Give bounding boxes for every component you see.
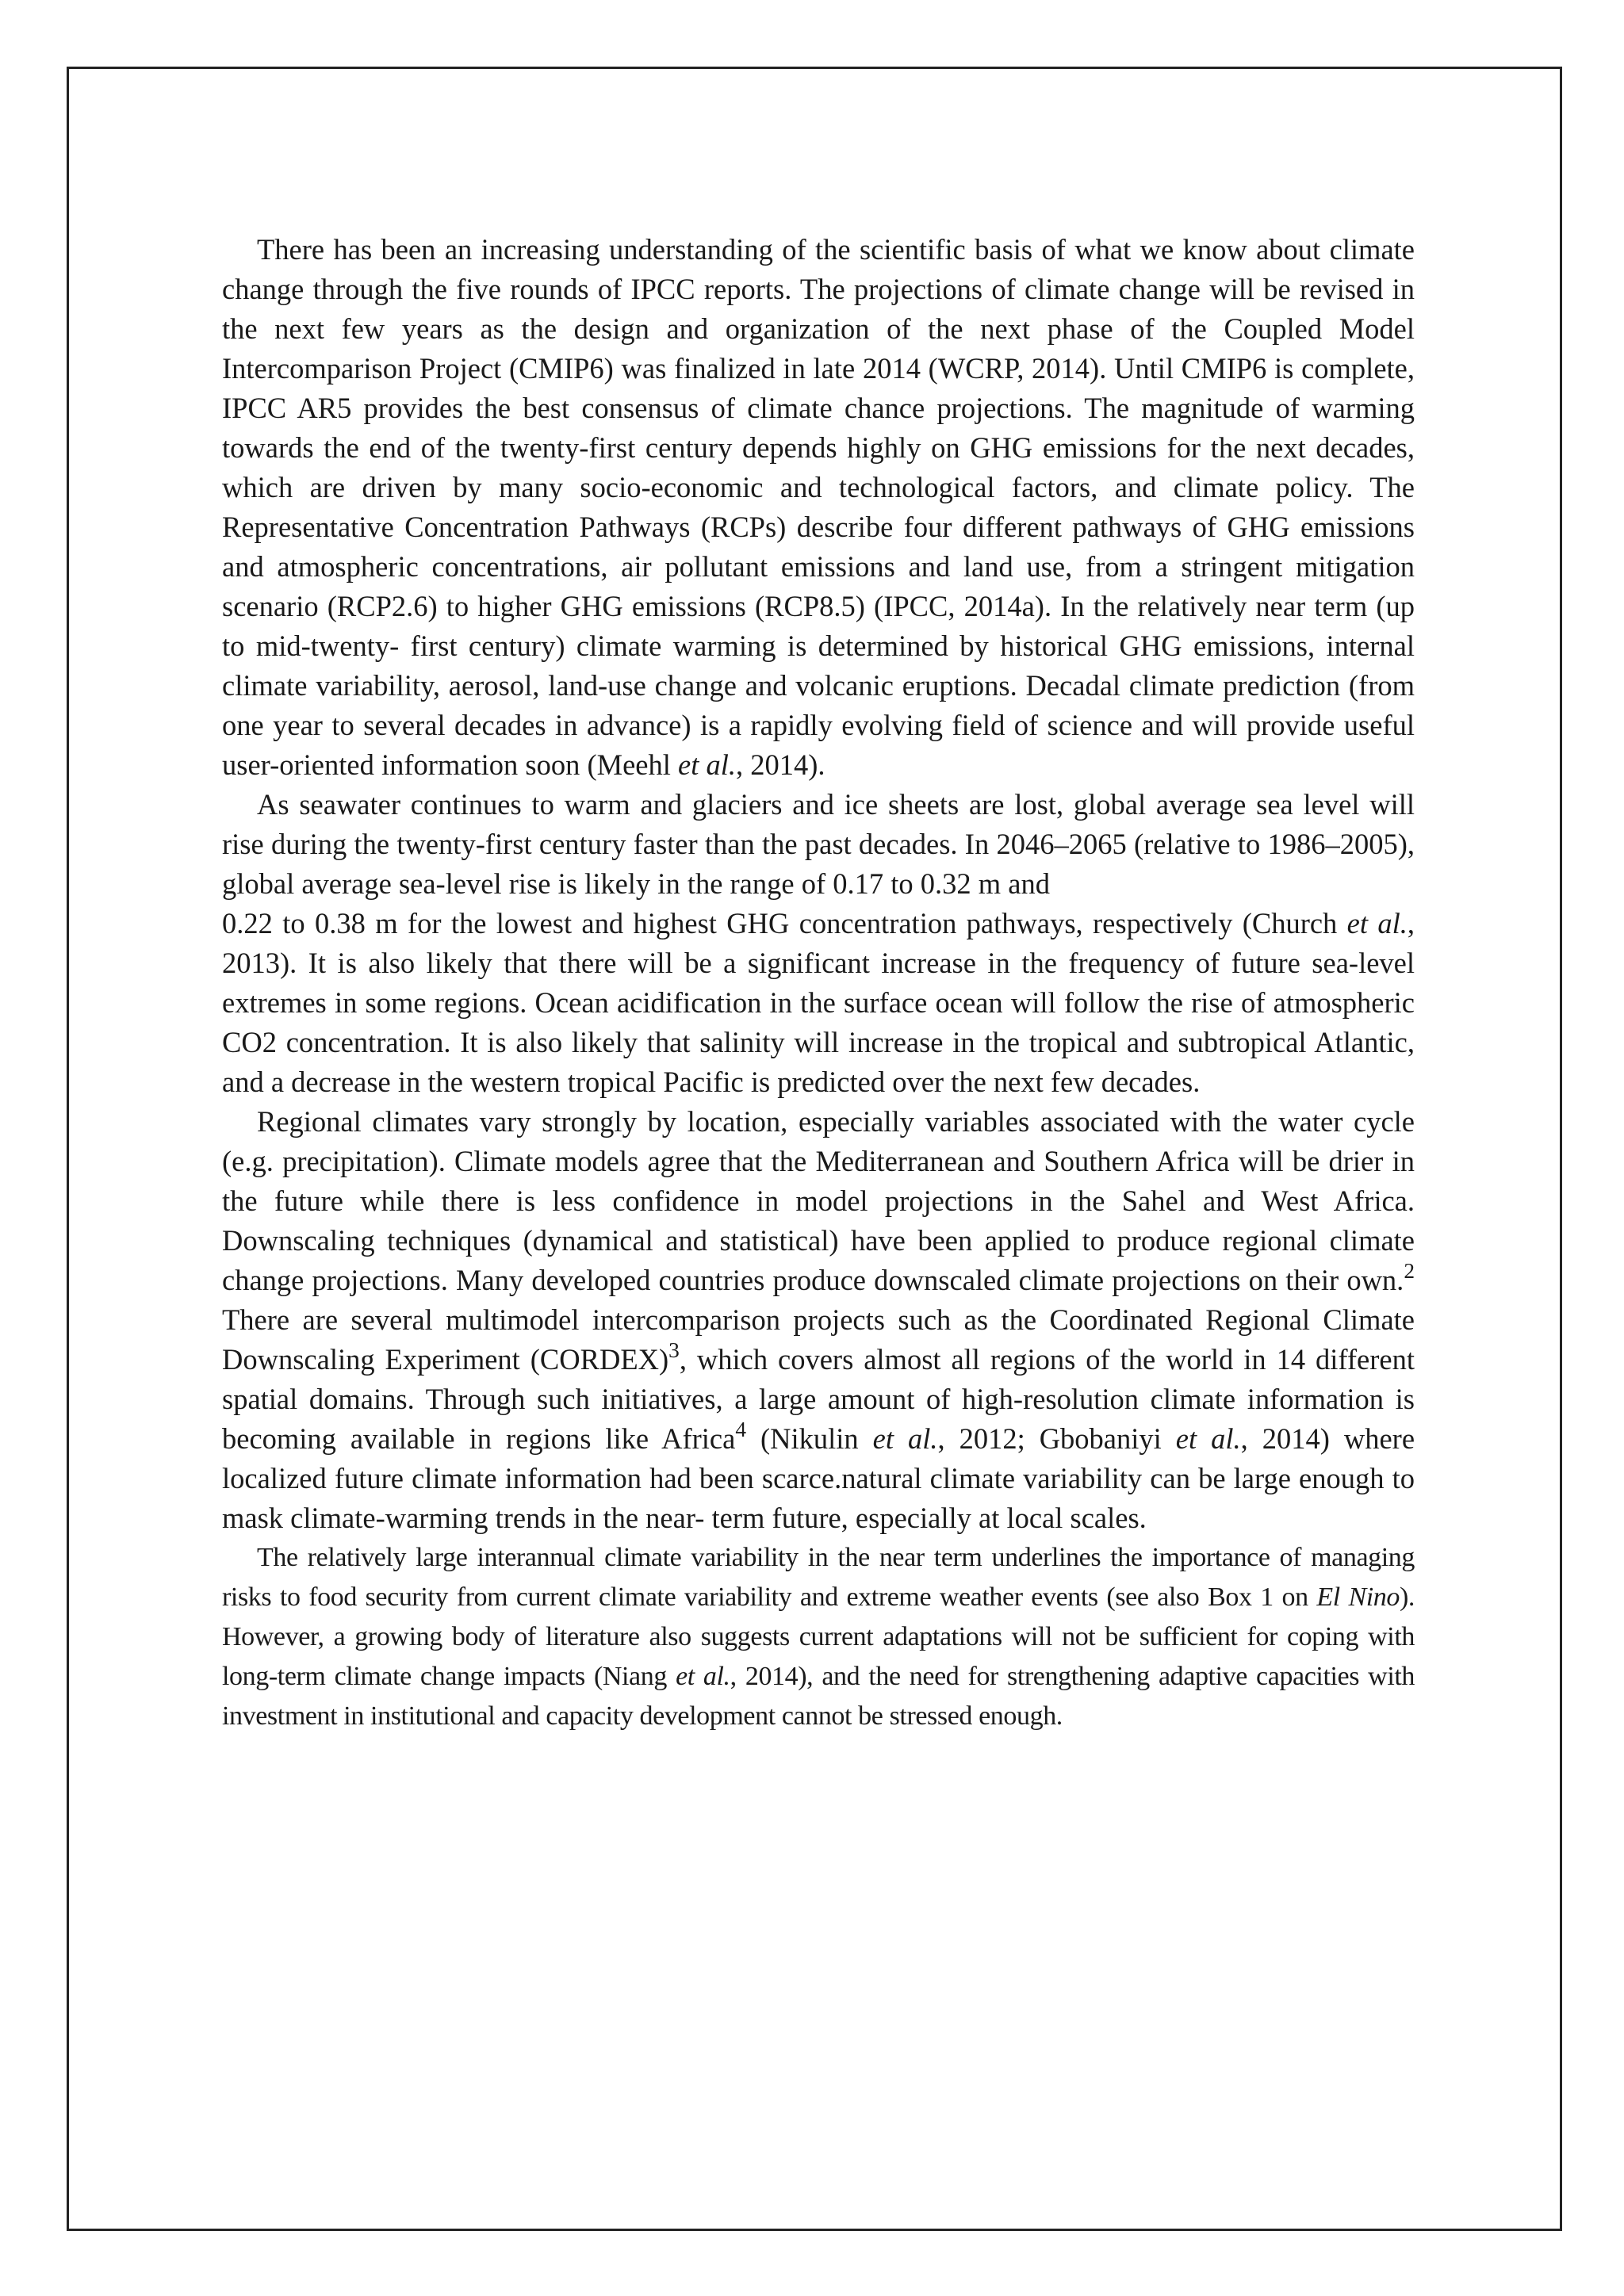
paragraph-cmip6 bbox=[222, 230, 1415, 785]
body-text bbox=[222, 230, 1415, 1736]
paragraph-regional-climates bbox=[222, 1102, 1415, 1538]
paragraph-text: 0.22 to 0.38 m for the lowest and highest GHG concentration pathways, respectively (Church bbox=[222, 907, 1347, 939]
paragraph-food-security bbox=[222, 1538, 1415, 1736]
emphasis-italic: El Nino bbox=[1316, 1582, 1400, 1612]
paragraph-text: ). However, a growing body of literature also suggests current adaptations will not be sufficient for coping with long-term climate change impacts (Niang bbox=[222, 1582, 1415, 1691]
paragraph-text: There are several multimodel intercomparison projects such as the Coordinated Regional Climate Downscaling Experiment (CORDEX) bbox=[222, 1303, 1415, 1376]
paragraph-continuation bbox=[222, 904, 1415, 1102]
paragraph-text: The relatively large interannual climate variability in the near term underlines the importance of managing risks to food security from current climate variability and extreme weather events (see also Box 1 on bbox=[222, 1543, 1415, 1612]
paragraph-text: , 2013). It is also likely that there will be a significant increase in the frequency of future sea-level extremes in some regions. Ocean acidification in the surface ocean will follow the rise of atmospheric CO2 concentration. It is also likely that salinity will increase in the tropical and subtropical Atlantic, and a decrease in the western tropical Pacific is predicted over the next few decades. bbox=[222, 907, 1415, 1098]
citation-italic: et al. bbox=[1346, 907, 1408, 939]
citation-italic: et al. bbox=[676, 1662, 730, 1691]
paragraph-text: There has been an increasing understanding of the scientific basis of what we know about climate change through the five rounds of IPCC reports. The projections of climate change will be revised in the next few years as the design and organization of the next phase of the Coupled Model Intercomparison Project (CMIP6) was finalized in late 2014 (WCRP, 2014). Until CMIP6 is complete, IPCC AR5 provides the best consensus of climate chance projections. The magnitude of warming towards the end of the twenty-first century depends highly on GHG emissions for the next decades, which are driven by many socio-economic and technological factors, and climate policy. The Representative Concentration Pathways (RCPs) describe four different pathways of GHG emissions and atmospheric concentrations, air pollutant emissions and land use, from a stringent mitigation scenario (RCP2.6) to higher GHG emissions (RCP8.5) (IPCC, 2014a). In the relatively near term (up to mid-twenty- first century) climate warming is determined by historical GHG emissions, internal climate variability, aerosol, land-use change and volcanic eruptions. Decadal climate prediction (from one year to several decades in advance) is a rapidly evolving field of science and will provide useful user-oriented information soon (Meehl bbox=[222, 233, 1415, 781]
citation-italic: et al. bbox=[872, 1422, 938, 1455]
footnote-marker: 4 bbox=[735, 1417, 746, 1441]
paragraph-text: Regional climates vary strongly by location, especially variables associated with the water cycle (e.g. precipitation). Climate models agree that the Mediterranean and Southern Africa will be drier in the future while there is less confidence in model projections in the Sahel and West Africa. Downscaling techniques (dynamical and statistical) have been applied to produce regional climate change projections. Many developed countries produce downscaled climate projections on their own. bbox=[222, 1105, 1415, 1296]
footnote-marker: 2 bbox=[1404, 1258, 1415, 1283]
paragraph-sea-level bbox=[222, 785, 1415, 1102]
citation-italic: et al. bbox=[678, 748, 736, 781]
citation-italic: et al. bbox=[1175, 1422, 1241, 1455]
paragraph-text: As seawater continues to warm and glaciers and ice sheets are lost, global average sea level will rise during the twenty-first century faster than the past decades. In 2046–2065 (relative to 1986–2005), global average sea-level rise is likely in the range of 0.17 to 0.32 m and bbox=[222, 788, 1415, 900]
paragraph-text: , 2014). bbox=[735, 748, 825, 781]
paragraph-text: , 2012; Gbobaniyi bbox=[937, 1422, 1176, 1455]
paragraph-text: , 2014) where localized future climate information had been scarce.natural climate variability can be large enough to mask climate-warming trends in the near- term future, especially at local scales. bbox=[222, 1422, 1415, 1534]
paragraph-text: (Nikulin bbox=[746, 1422, 873, 1455]
paragraph-text: , 2014), and the need for strengthening adaptive capacities with investment in institutional and capacity development cannot be stressed enough. bbox=[222, 1662, 1415, 1731]
footnote-marker: 3 bbox=[668, 1337, 680, 1362]
paragraph-text: , which covers almost all regions of the world in 14 different spatial domains. Through such initiatives, a large amount of high-resolution climate information is becoming available in regions like Africa bbox=[222, 1343, 1415, 1455]
